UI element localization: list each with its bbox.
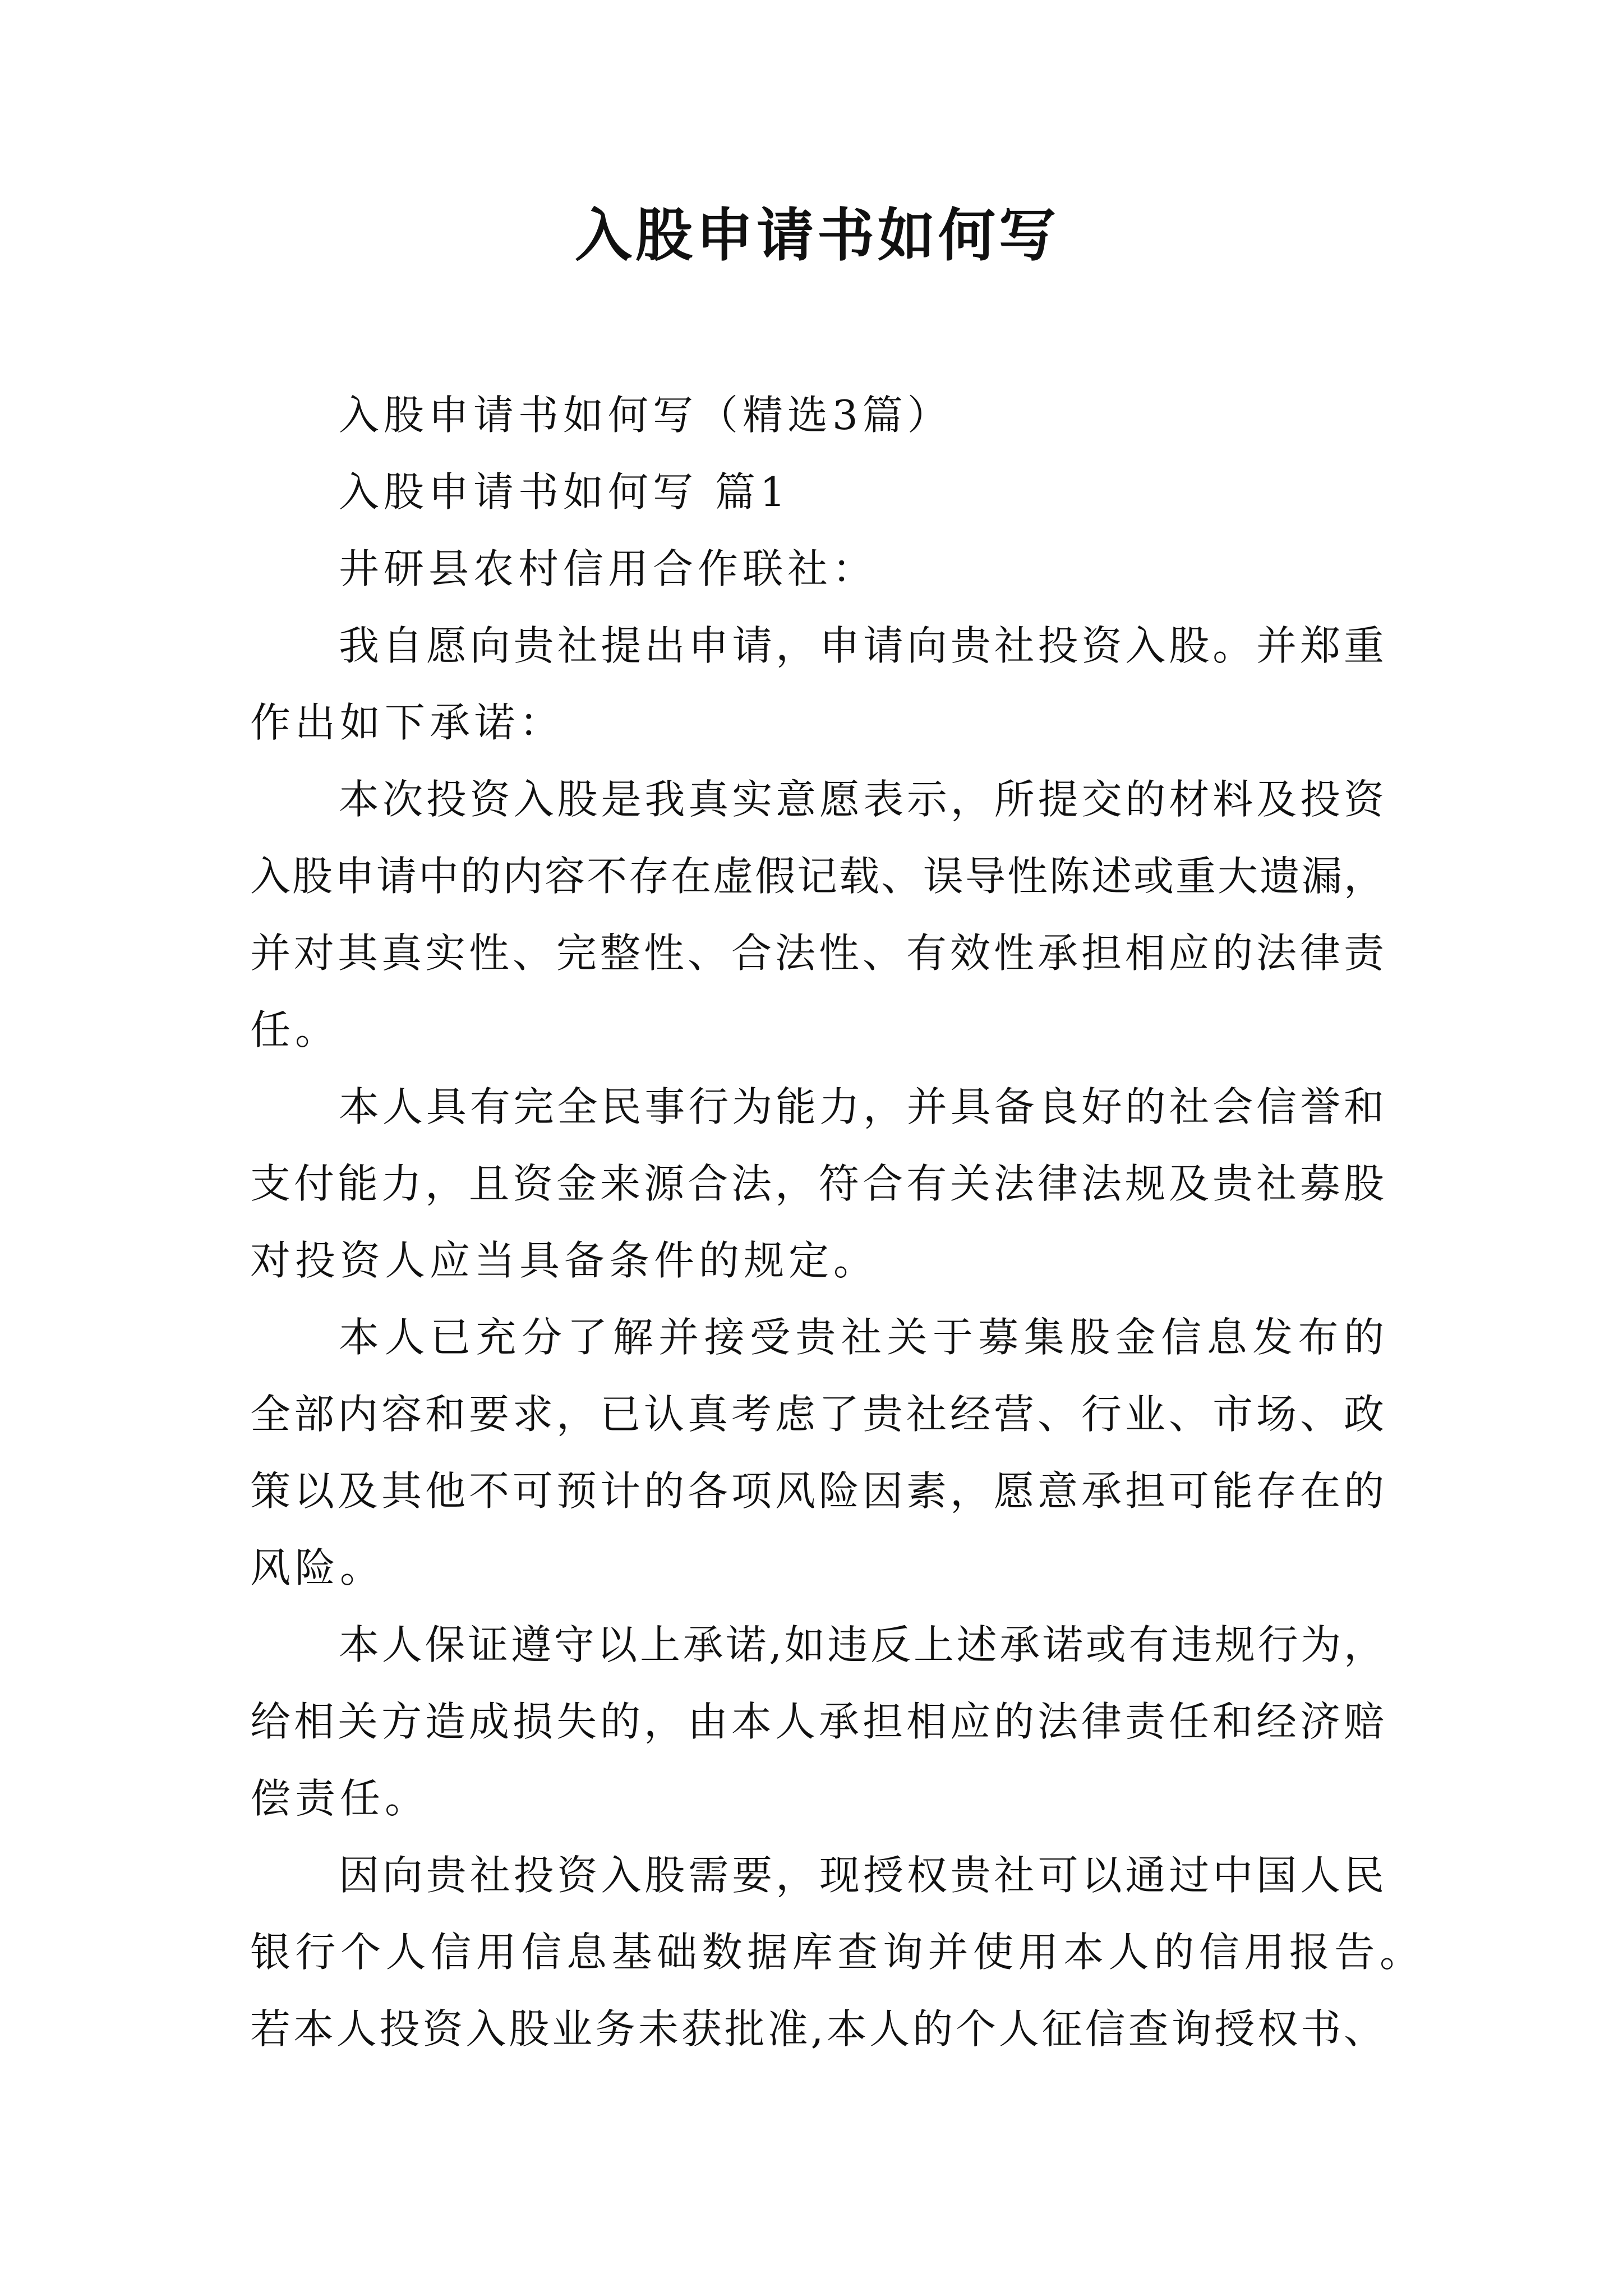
text-line: 任。 xyxy=(250,1006,340,1053)
text-line: 银行个人信用信息基础数据库查询并使用本人的信用报告。 xyxy=(250,1929,1420,1976)
text-line: 并对其真实性、完整性、合法性、有效性承担相应的法律责 xyxy=(250,930,1384,977)
text-line: 我自愿向贵社提出申请，申请向贵社投资入股。并郑重 xyxy=(339,622,1384,669)
text-line: 本人保证遵守以上承诺,如违反上述承诺或有违规行为， xyxy=(339,1621,1384,1668)
text-line: 若本人投资入股业务未获批准,本人的个人征信查询授权书、 xyxy=(250,2005,1384,2053)
text-line: 给相关方造成损失的，由本人承担相应的法律责任和经济赔 xyxy=(250,1698,1384,1745)
text-line: 支付能力，且资金来源合法，符合有关法律法规及贵社募股 xyxy=(250,1160,1384,1207)
text-line: 本人已充分了解并接受贵社关于募集股金信息发布的 xyxy=(339,1314,1384,1361)
text-line: 入股申请中的内容不存在虚假记载、误导性陈述或重大遗漏， xyxy=(250,853,1384,900)
text-line: 风险。 xyxy=(250,1544,385,1591)
text-line: 策以及其他不可预计的各项风险因素，愿意承担可能存在的 xyxy=(250,1467,1384,1515)
section-heading: 入股申请书如何写 篇1 xyxy=(339,468,790,516)
text-line: 对投资人应当具备条件的规定。 xyxy=(250,1237,879,1284)
paragraph-credit-authorization xyxy=(250,1837,1420,2068)
paragraph-risk xyxy=(250,1299,1384,1607)
paragraph-liability xyxy=(250,1607,1384,1837)
text-line: 本次投资入股是我真实意愿表示，所提交的材料及投资 xyxy=(339,776,1384,823)
paragraph-application xyxy=(250,608,1384,761)
document-body xyxy=(250,377,1420,2068)
text-line: 本人具有完全民事行为能力，并具备良好的社会信誉和 xyxy=(339,1083,1384,1130)
document-subtitle: 入股申请书如何写（精选3篇） xyxy=(339,392,952,439)
paragraph-truthfulness xyxy=(250,761,1384,1069)
text-line: 因向贵社投资入股需要，现授权贵社可以通过中国人民 xyxy=(339,1852,1384,1899)
paragraph-capacity xyxy=(250,1069,1384,1299)
document-title: 入股申请书如何写 xyxy=(575,202,1059,269)
text-line: 作出如下承诺： xyxy=(250,699,565,746)
salutation: 井研县农村信用合作联社： xyxy=(339,545,878,592)
text-line: 全部内容和要求，已认真考虑了贵社经营、行业、市场、政 xyxy=(250,1391,1384,1438)
text-line: 偿责任。 xyxy=(250,1775,430,1822)
